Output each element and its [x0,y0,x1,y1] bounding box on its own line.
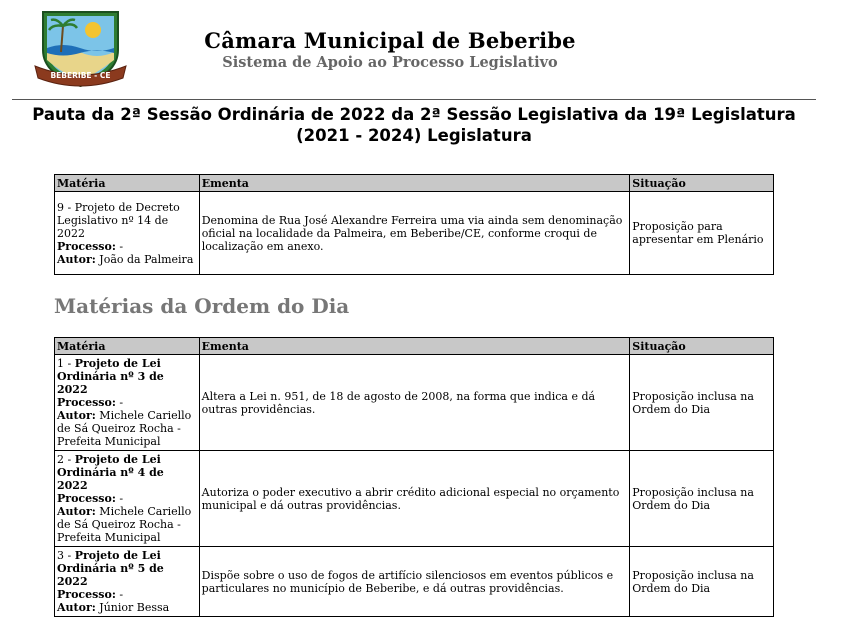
processo-label: Processo: [57,492,116,505]
processo-value: - [115,239,124,253]
autor-value: João da Palmeira [95,252,194,266]
materia-cell [55,355,200,451]
ementa-cell: Dispõe sobre o uso de fogos de artifício silenciosos em eventos públicos e particulares no município de Beberibe, e dá outras providências. [199,547,630,617]
processo-value: - [115,588,124,601]
ementa-cell: Altera a Lei n. 951, de 18 de agosto de 2008, na forma que indica e dá outras providências. [199,355,630,451]
autor-label: Autor: [57,505,96,518]
materia-number: 2 - [57,453,75,466]
logo-banner-text: BEBERIBE - CE [50,71,111,80]
page-header [0,0,848,100]
materia-number: 3 - [57,549,75,562]
materia-number: 1 - [57,357,75,370]
site-subtitle: Sistema de Apoio ao Processo Legislativo [222,54,558,71]
autor-label: Autor: [57,601,96,614]
col-situacao: Situação [630,338,774,355]
materia-link[interactable]: Projeto de Lei Ordinária nº 4 de 2022 [57,453,164,492]
header-divider [12,99,816,100]
col-ementa: Ementa [199,175,630,192]
pauta-title: Pauta da 2ª Sessão Ordinária de 2022 da 2ª Sessão Legislativa da 19ª Legislatura (2021 - 2024) Legislatura [32,105,796,145]
ementa-cell: Denomina de Rua José Alexandre Ferreira uma via ainda sem denominação oficial na localidade da Palmeira, em Beberibe/CE, conforme croqui de localização em anexo. [199,192,630,275]
situacao-cell: Proposição para apresentar em Plenário [630,192,774,275]
expediente-table [54,174,774,275]
table-row [55,451,774,547]
processo-value: - [115,396,124,409]
processo-label: Processo: [57,588,116,601]
materia-link[interactable]: 9 - Projeto de Decreto Legislativo nº 14 de 2022 [57,200,180,240]
situacao-cell: Proposição inclusa na Ordem do Dia [630,547,774,617]
table-header-row [55,338,774,355]
autor-value: Michele Cariello de Sá Queiroz Rocha - Prefeita Municipal [57,505,192,544]
site-title: Câmara Municipal de Beberibe [204,28,576,53]
autor-value: Júnior Bessa [95,601,170,614]
col-situacao: Situação [630,175,774,192]
materia-link[interactable]: Projeto de Lei Ordinária nº 5 de 2022 [57,549,164,588]
table-row [55,547,774,617]
col-ementa: Ementa [199,338,630,355]
table-header-row [55,175,774,192]
materia-cell [55,451,200,547]
processo-label: Processo: [57,239,116,253]
situacao-cell: Proposição inclusa na Ordem do Dia [630,355,774,451]
ordem-dia-heading: Matérias da Ordem do Dia [54,294,350,318]
situacao-cell: Proposição inclusa na Ordem do Dia [630,451,774,547]
autor-label: Autor: [57,409,96,422]
ordem-dia-table [54,337,774,617]
table-row [55,355,774,451]
ementa-cell: Autoriza o poder executivo a abrir crédito adicional especial no orçamento municipal e dá outras providências. [199,451,630,547]
col-materia: Matéria [55,175,200,192]
table-row [55,192,774,275]
col-materia: Matéria [55,338,200,355]
materia-link[interactable]: Projeto de Lei Ordinária nº 3 de 2022 [57,357,164,396]
autor-label: Autor: [57,252,96,266]
municipal-coat-of-arms-logo [33,8,128,90]
materia-cell [55,192,200,275]
materia-cell [55,547,200,617]
processo-label: Processo: [57,396,116,409]
processo-value: - [115,492,124,505]
autor-value: Michele Cariello de Sá Queiroz Rocha - Prefeita Municipal [57,409,192,448]
